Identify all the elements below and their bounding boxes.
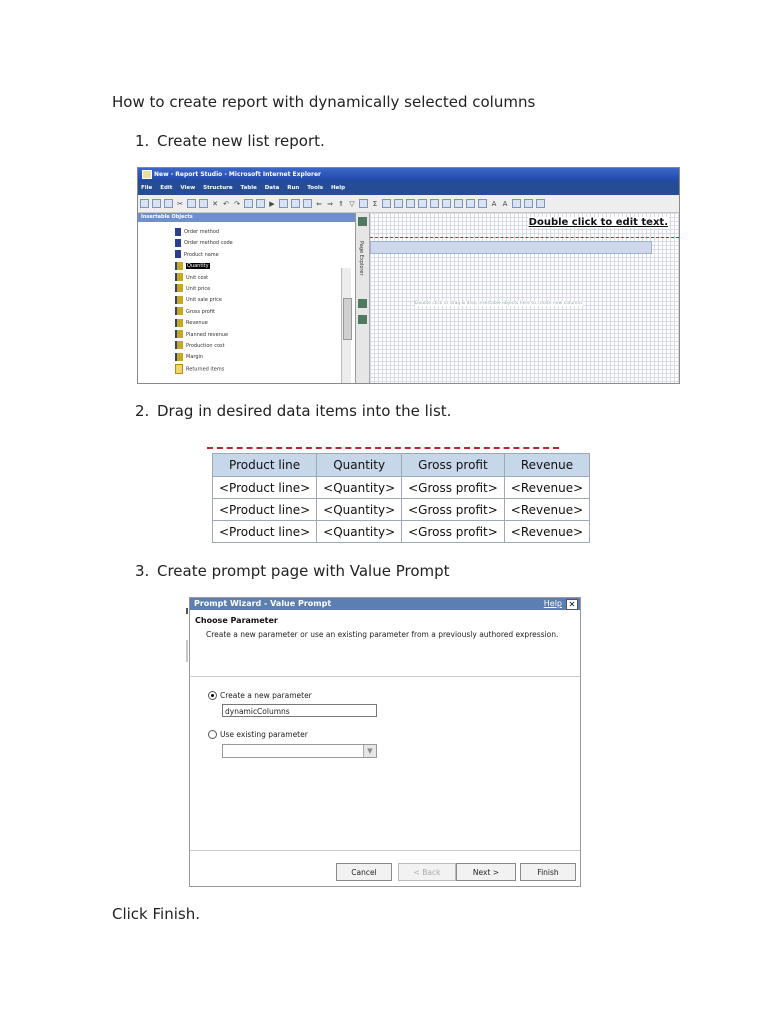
chevron-down-icon[interactable]: ▼ [363, 745, 376, 757]
table-cell[interactable]: <Revenue> [504, 499, 589, 521]
undo-icon[interactable]: ↶ [223, 199, 229, 208]
tree-item-gross-profit[interactable]: Gross profit [175, 307, 233, 318]
tree-item-production-cost[interactable]: Production cost [175, 341, 233, 352]
report-studio-toolbar [138, 195, 679, 213]
section-description: Create a new parameter or use an existing parameter from a previously authored expression. [206, 630, 559, 639]
header-icon[interactable] [406, 199, 415, 208]
divider [190, 676, 580, 677]
table-cell[interactable]: <Product line> [213, 477, 317, 499]
page-explorer-icon[interactable] [358, 217, 367, 226]
tree-scrollbar-thumb[interactable] [343, 298, 352, 340]
group-icon[interactable] [382, 199, 391, 208]
help-link[interactable]: Help [543, 599, 562, 608]
lock-icon[interactable] [291, 199, 300, 208]
measure-icon [175, 273, 183, 281]
ie-window-title: New - Report Studio - Microsoft Internet Explorer [154, 171, 321, 178]
menu-file[interactable]: File [141, 185, 153, 191]
folder-icon [175, 364, 183, 374]
step-2-text: Drag in desired data items into the list. [157, 402, 452, 420]
existing-parameter-select[interactable] [222, 744, 377, 758]
menu-tools[interactable]: Tools [307, 185, 324, 191]
filter-icon[interactable]: ▽ [349, 199, 355, 208]
delete-icon[interactable]: ✕ [212, 199, 218, 208]
measure-icon [175, 319, 183, 327]
close-icon[interactable]: ✕ [566, 599, 578, 610]
menu-edit[interactable]: Edit [160, 185, 173, 191]
background-window-edge [186, 608, 188, 614]
report-studio-screenshot [137, 167, 680, 384]
create-new-parameter-radio[interactable] [208, 691, 217, 700]
table-cell[interactable]: <Gross profit> [402, 499, 505, 521]
copy-icon[interactable] [187, 199, 196, 208]
document-heading: How to create report with dynamically selected columns [112, 93, 536, 111]
table-row [213, 521, 590, 543]
divider [190, 850, 580, 851]
section-title: Choose Parameter [195, 616, 278, 625]
table-header-row [213, 454, 590, 477]
query-explorer-icon[interactable] [358, 299, 367, 308]
tree-scrollbar[interactable] [341, 268, 351, 384]
save-icon[interactable] [164, 199, 173, 208]
crosstab-icon[interactable] [442, 199, 451, 208]
column-header-quantity[interactable]: Quantity [317, 454, 402, 477]
run-icon[interactable]: ▶ [269, 199, 275, 208]
next-button[interactable]: Next > [456, 863, 516, 881]
format-icon[interactable] [524, 199, 533, 208]
menu-run[interactable]: Run [287, 185, 300, 191]
menu-data[interactable]: Data [264, 185, 280, 191]
dimension-icon [175, 250, 181, 258]
table-cell[interactable]: <Revenue> [504, 477, 589, 499]
step-2 [135, 402, 451, 420]
condition-explorer-icon[interactable] [358, 315, 367, 324]
view-icon[interactable] [244, 199, 253, 208]
paste-icon[interactable] [199, 199, 208, 208]
report-title-placeholder[interactable]: Double click to edit text. [528, 217, 668, 228]
menu-structure[interactable]: Structure [203, 185, 233, 191]
step-2-number: 2. [135, 402, 150, 420]
sql-icon[interactable] [256, 199, 265, 208]
section-icon[interactable] [394, 199, 403, 208]
tree-item-quantity[interactable]: Quantity [175, 261, 233, 272]
report-studio-menu-bar [138, 181, 679, 195]
use-existing-parameter-radio[interactable] [208, 730, 217, 739]
create-new-parameter-label[interactable]: Create a new parameter [220, 691, 312, 700]
sum-icon[interactable]: Σ [372, 199, 378, 208]
table-cell[interactable]: <Gross profit> [402, 521, 505, 543]
step-1-text: Create new list report. [157, 132, 325, 150]
background-window-edge [186, 640, 188, 662]
measure-icon [175, 307, 183, 315]
prompt-wizard-dialog [189, 597, 581, 887]
title-boundary [370, 237, 679, 238]
background-icon[interactable] [512, 199, 521, 208]
menu-view[interactable]: View [180, 185, 196, 191]
drop-hint: Double click or drag & drop insertable objects here to create new columns [415, 301, 583, 306]
dimension-icon [175, 228, 181, 236]
use-existing-parameter-label[interactable]: Use existing parameter [220, 730, 308, 739]
menu-table[interactable]: Table [240, 185, 257, 191]
step-1-number: 1. [135, 132, 150, 150]
color-icon[interactable]: A [502, 199, 508, 208]
list-boundary [207, 447, 559, 449]
footer-icon[interactable] [418, 199, 427, 208]
page-explorer-label[interactable]: Page Explorer [358, 241, 364, 276]
tree-item-order-method-code[interactable]: Order method code [175, 238, 233, 249]
explorer-side-bar [356, 213, 370, 383]
cut-icon[interactable]: ✂ [177, 199, 183, 208]
table-cell[interactable]: <Quantity> [317, 499, 402, 521]
insertable-objects-tree [175, 227, 233, 375]
step-1 [135, 132, 325, 150]
tree-item-unit-sale-price[interactable]: Unit sale price [175, 295, 233, 306]
tree-item-returned-items[interactable]: Returned items [175, 364, 233, 375]
column-header-gross-profit[interactable]: Gross profit [402, 454, 505, 477]
table-cell[interactable]: <Revenue> [504, 521, 589, 543]
measure-icon [175, 284, 183, 292]
ie-window-icon [142, 170, 152, 179]
tree-item-product-name[interactable]: Product name [175, 250, 233, 261]
sort-icon[interactable] [359, 199, 368, 208]
column-header-product-line[interactable]: Product line [213, 454, 317, 477]
table-row [213, 477, 590, 499]
tree-item-revenue[interactable]: Revenue [175, 318, 233, 329]
tree-item-unit-price[interactable]: Unit price [175, 284, 233, 295]
table-cell[interactable]: <Gross profit> [402, 477, 505, 499]
column-header-revenue[interactable]: Revenue [504, 454, 589, 477]
list-header-row[interactable] [370, 241, 652, 254]
prompt-wizard-title: Prompt Wizard - Value Prompt [194, 599, 332, 608]
finish-button[interactable]: Finish [520, 863, 576, 881]
tree-item-margin[interactable]: Margin [175, 352, 233, 363]
left-arrow-icon[interactable]: ⇐ [316, 199, 322, 208]
table-cell[interactable]: <Quantity> [317, 477, 402, 499]
table-cell[interactable]: <Product line> [213, 521, 317, 543]
border-icon[interactable] [478, 199, 487, 208]
insert-icon[interactable] [303, 199, 312, 208]
step-3-number: 3. [135, 562, 150, 580]
page-icon[interactable] [279, 199, 288, 208]
prompt-wizard-title-bar [190, 598, 580, 610]
measure-icon [175, 296, 183, 304]
list-icon[interactable] [430, 199, 439, 208]
tree-item-planned-revenue[interactable]: Planned revenue [175, 330, 233, 341]
insertable-objects-title: Insertable Objects [138, 213, 355, 222]
measure-icon [175, 262, 183, 270]
report-canvas[interactable] [370, 213, 679, 383]
table-cell[interactable]: <Quantity> [317, 521, 402, 543]
redo-icon[interactable]: ↷ [234, 199, 240, 208]
new-parameter-name-input[interactable]: dynamicColumns [222, 704, 377, 717]
cancel-button[interactable]: Cancel [336, 863, 392, 881]
tree-item-unit-cost[interactable]: Unit cost [175, 273, 233, 284]
open-icon[interactable] [152, 199, 161, 208]
right-arrow-icon[interactable]: ⇒ [327, 199, 333, 208]
dimension-icon [175, 239, 181, 247]
step-3-text: Create prompt page with Value Prompt [157, 562, 450, 580]
back-button[interactable]: < Back [398, 863, 456, 881]
chart-icon[interactable] [454, 199, 463, 208]
table-icon[interactable] [466, 199, 475, 208]
measure-icon [175, 341, 183, 349]
step-3 [135, 562, 450, 580]
closing-instruction: Click Finish. [112, 905, 200, 923]
list-report-table [212, 453, 590, 543]
menu-help[interactable]: Help [330, 185, 346, 191]
ie-title-bar [138, 168, 679, 181]
measure-icon [175, 330, 183, 338]
table-row [213, 499, 590, 521]
insertable-objects-pane [138, 213, 356, 383]
font-icon[interactable]: A [491, 199, 497, 208]
up-arrow-icon[interactable]: ⇑ [338, 199, 344, 208]
table-cell[interactable]: <Product line> [213, 499, 317, 521]
new-icon[interactable] [140, 199, 149, 208]
measure-icon [175, 353, 183, 361]
tree-item-order-method[interactable]: Order method [175, 227, 233, 238]
style-icon[interactable] [536, 199, 545, 208]
